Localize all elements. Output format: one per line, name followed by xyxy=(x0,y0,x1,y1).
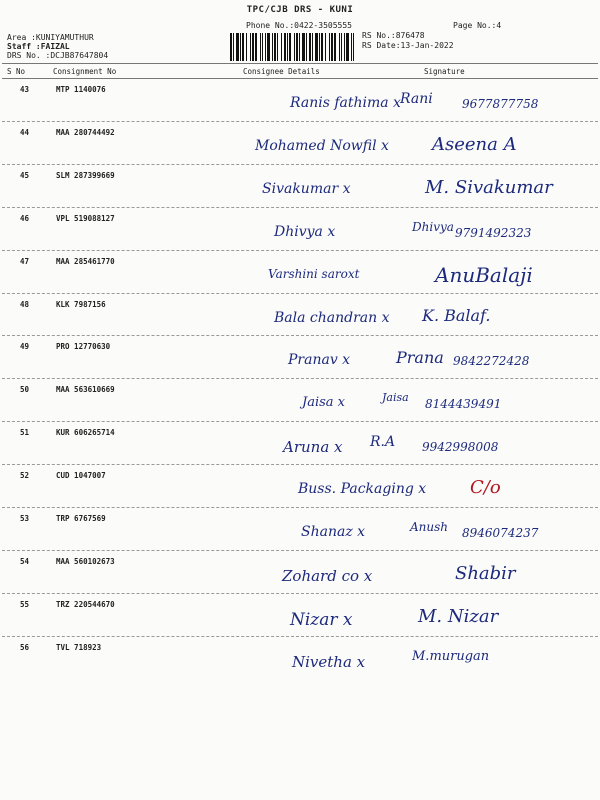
row-divider xyxy=(2,593,598,594)
consignment-number: PRO 12770630 xyxy=(56,342,111,352)
signature: R.A xyxy=(370,434,396,451)
row-divider xyxy=(2,250,598,251)
signature: AnuBalaji xyxy=(435,262,533,287)
header-bottom-rule xyxy=(2,78,598,79)
serial-number: 52 xyxy=(20,471,30,481)
page-number: Page No.:4 xyxy=(453,21,502,30)
receiver-phone: 9942998008 xyxy=(422,440,499,455)
signature: M. Sivakumar xyxy=(425,176,553,198)
consignment-number: MTP 1140076 xyxy=(56,85,106,94)
receiver-name: Mohamed Nowfil x xyxy=(255,137,389,154)
receiver-phone: 9791492323 xyxy=(455,225,532,240)
serial-number: 49 xyxy=(20,342,30,352)
consignment-number: TRZ 220544670 xyxy=(56,599,115,609)
signature: Anush xyxy=(410,520,449,534)
receiver-phone: 9842272428 xyxy=(453,354,530,369)
consignment-number: CUD 1047007 xyxy=(56,471,106,481)
receiver-name: Varshini saroxt xyxy=(268,266,360,281)
header-phone: Phone No.:0422-3505555 xyxy=(246,21,352,30)
serial-number: 51 xyxy=(20,428,30,438)
signature: Dhivya xyxy=(412,219,454,234)
receiver-name: Nizar x xyxy=(290,609,353,630)
rs-date: RS Date:13-Jan-2022 xyxy=(362,41,454,50)
document-title: TPC/CJB DRS - KUNI xyxy=(246,5,354,15)
serial-number: 47 xyxy=(20,256,30,266)
receiver-name: Pranav x xyxy=(288,352,351,369)
row-divider xyxy=(2,636,598,637)
serial-number: 43 xyxy=(20,85,30,94)
receiver-name: Zohard co x xyxy=(282,566,373,585)
receiver-name: Dhivya x xyxy=(274,223,336,240)
receiver-phone: 8946074237 xyxy=(462,526,539,540)
row-divider xyxy=(2,335,598,336)
header-top-rule xyxy=(2,63,598,64)
receiver-name: Aruna x xyxy=(283,438,343,457)
receiver-name: Sivakumar x xyxy=(262,180,351,197)
row-divider xyxy=(2,293,598,294)
serial-number: 54 xyxy=(20,556,30,566)
signature: M.murugan xyxy=(412,648,490,664)
signature: M. Nizar xyxy=(418,605,499,627)
col-consignee: Consignee Details xyxy=(243,67,320,76)
serial-number: 55 xyxy=(20,599,30,609)
signature: Aseena A xyxy=(432,133,517,155)
receiver-phone: 8144439491 xyxy=(425,397,502,412)
drs-number: DRS No. :DCJB87647804 xyxy=(7,51,109,60)
consignment-number: VPL 519088127 xyxy=(56,213,115,223)
serial-number: 46 xyxy=(20,213,30,223)
receiver-name: Ranis fathima x xyxy=(290,95,401,111)
row-divider xyxy=(2,121,598,122)
signature: Prana xyxy=(396,348,444,368)
receiver-phone: 9677877758 xyxy=(462,97,539,111)
consignment-number: MAA 563610669 xyxy=(56,385,115,395)
rs-number: RS No.:876478 xyxy=(362,31,425,40)
row-divider xyxy=(2,464,598,465)
receiver-name: Bala chandran x xyxy=(274,309,390,326)
signature: Shabir xyxy=(455,562,516,584)
consignment-number: KLK 7987156 xyxy=(56,299,106,309)
col-sno: S No xyxy=(7,67,26,76)
row-divider xyxy=(2,164,598,165)
staff-label: Staff :FAIZAL xyxy=(7,42,70,51)
serial-number: 44 xyxy=(20,127,30,137)
row-divider xyxy=(2,207,598,208)
col-signature: Signature xyxy=(424,67,465,76)
signature: Jaisa xyxy=(382,391,409,405)
receiver-name: Jaisa x xyxy=(302,395,346,411)
receiver-name: Nivetha x xyxy=(292,652,366,671)
row-divider xyxy=(2,421,598,422)
row-divider xyxy=(2,550,598,551)
receiver-name: Shanaz x xyxy=(301,524,366,540)
consignment-number: MAA 560102673 xyxy=(56,556,115,566)
serial-number: 53 xyxy=(20,514,30,523)
consignment-number: SLM 287399669 xyxy=(56,170,115,180)
serial-number: 48 xyxy=(20,299,30,309)
area-label: Area :KUNIYAMUTHUR xyxy=(7,33,94,42)
row-divider xyxy=(2,378,598,379)
serial-number: 50 xyxy=(20,385,30,395)
signature: Rani xyxy=(400,91,433,107)
consignment-number: TVL 718923 xyxy=(56,642,102,652)
signature: C/o xyxy=(470,477,501,499)
consignment-number: MAA 280744492 xyxy=(56,127,115,137)
serial-number: 45 xyxy=(20,170,30,180)
signature: K. Balaf. xyxy=(422,305,491,325)
row-divider xyxy=(2,507,598,508)
consignment-number: MAA 285461770 xyxy=(56,256,115,266)
consignment-number: KUR 606265714 xyxy=(56,428,115,438)
receiver-name: Buss. Packaging x xyxy=(298,481,427,498)
serial-number: 56 xyxy=(20,642,30,652)
consignment-number: TRP 6767569 xyxy=(56,514,106,523)
col-consignment: Consignment No xyxy=(53,67,117,76)
barcode-icon xyxy=(230,33,354,61)
